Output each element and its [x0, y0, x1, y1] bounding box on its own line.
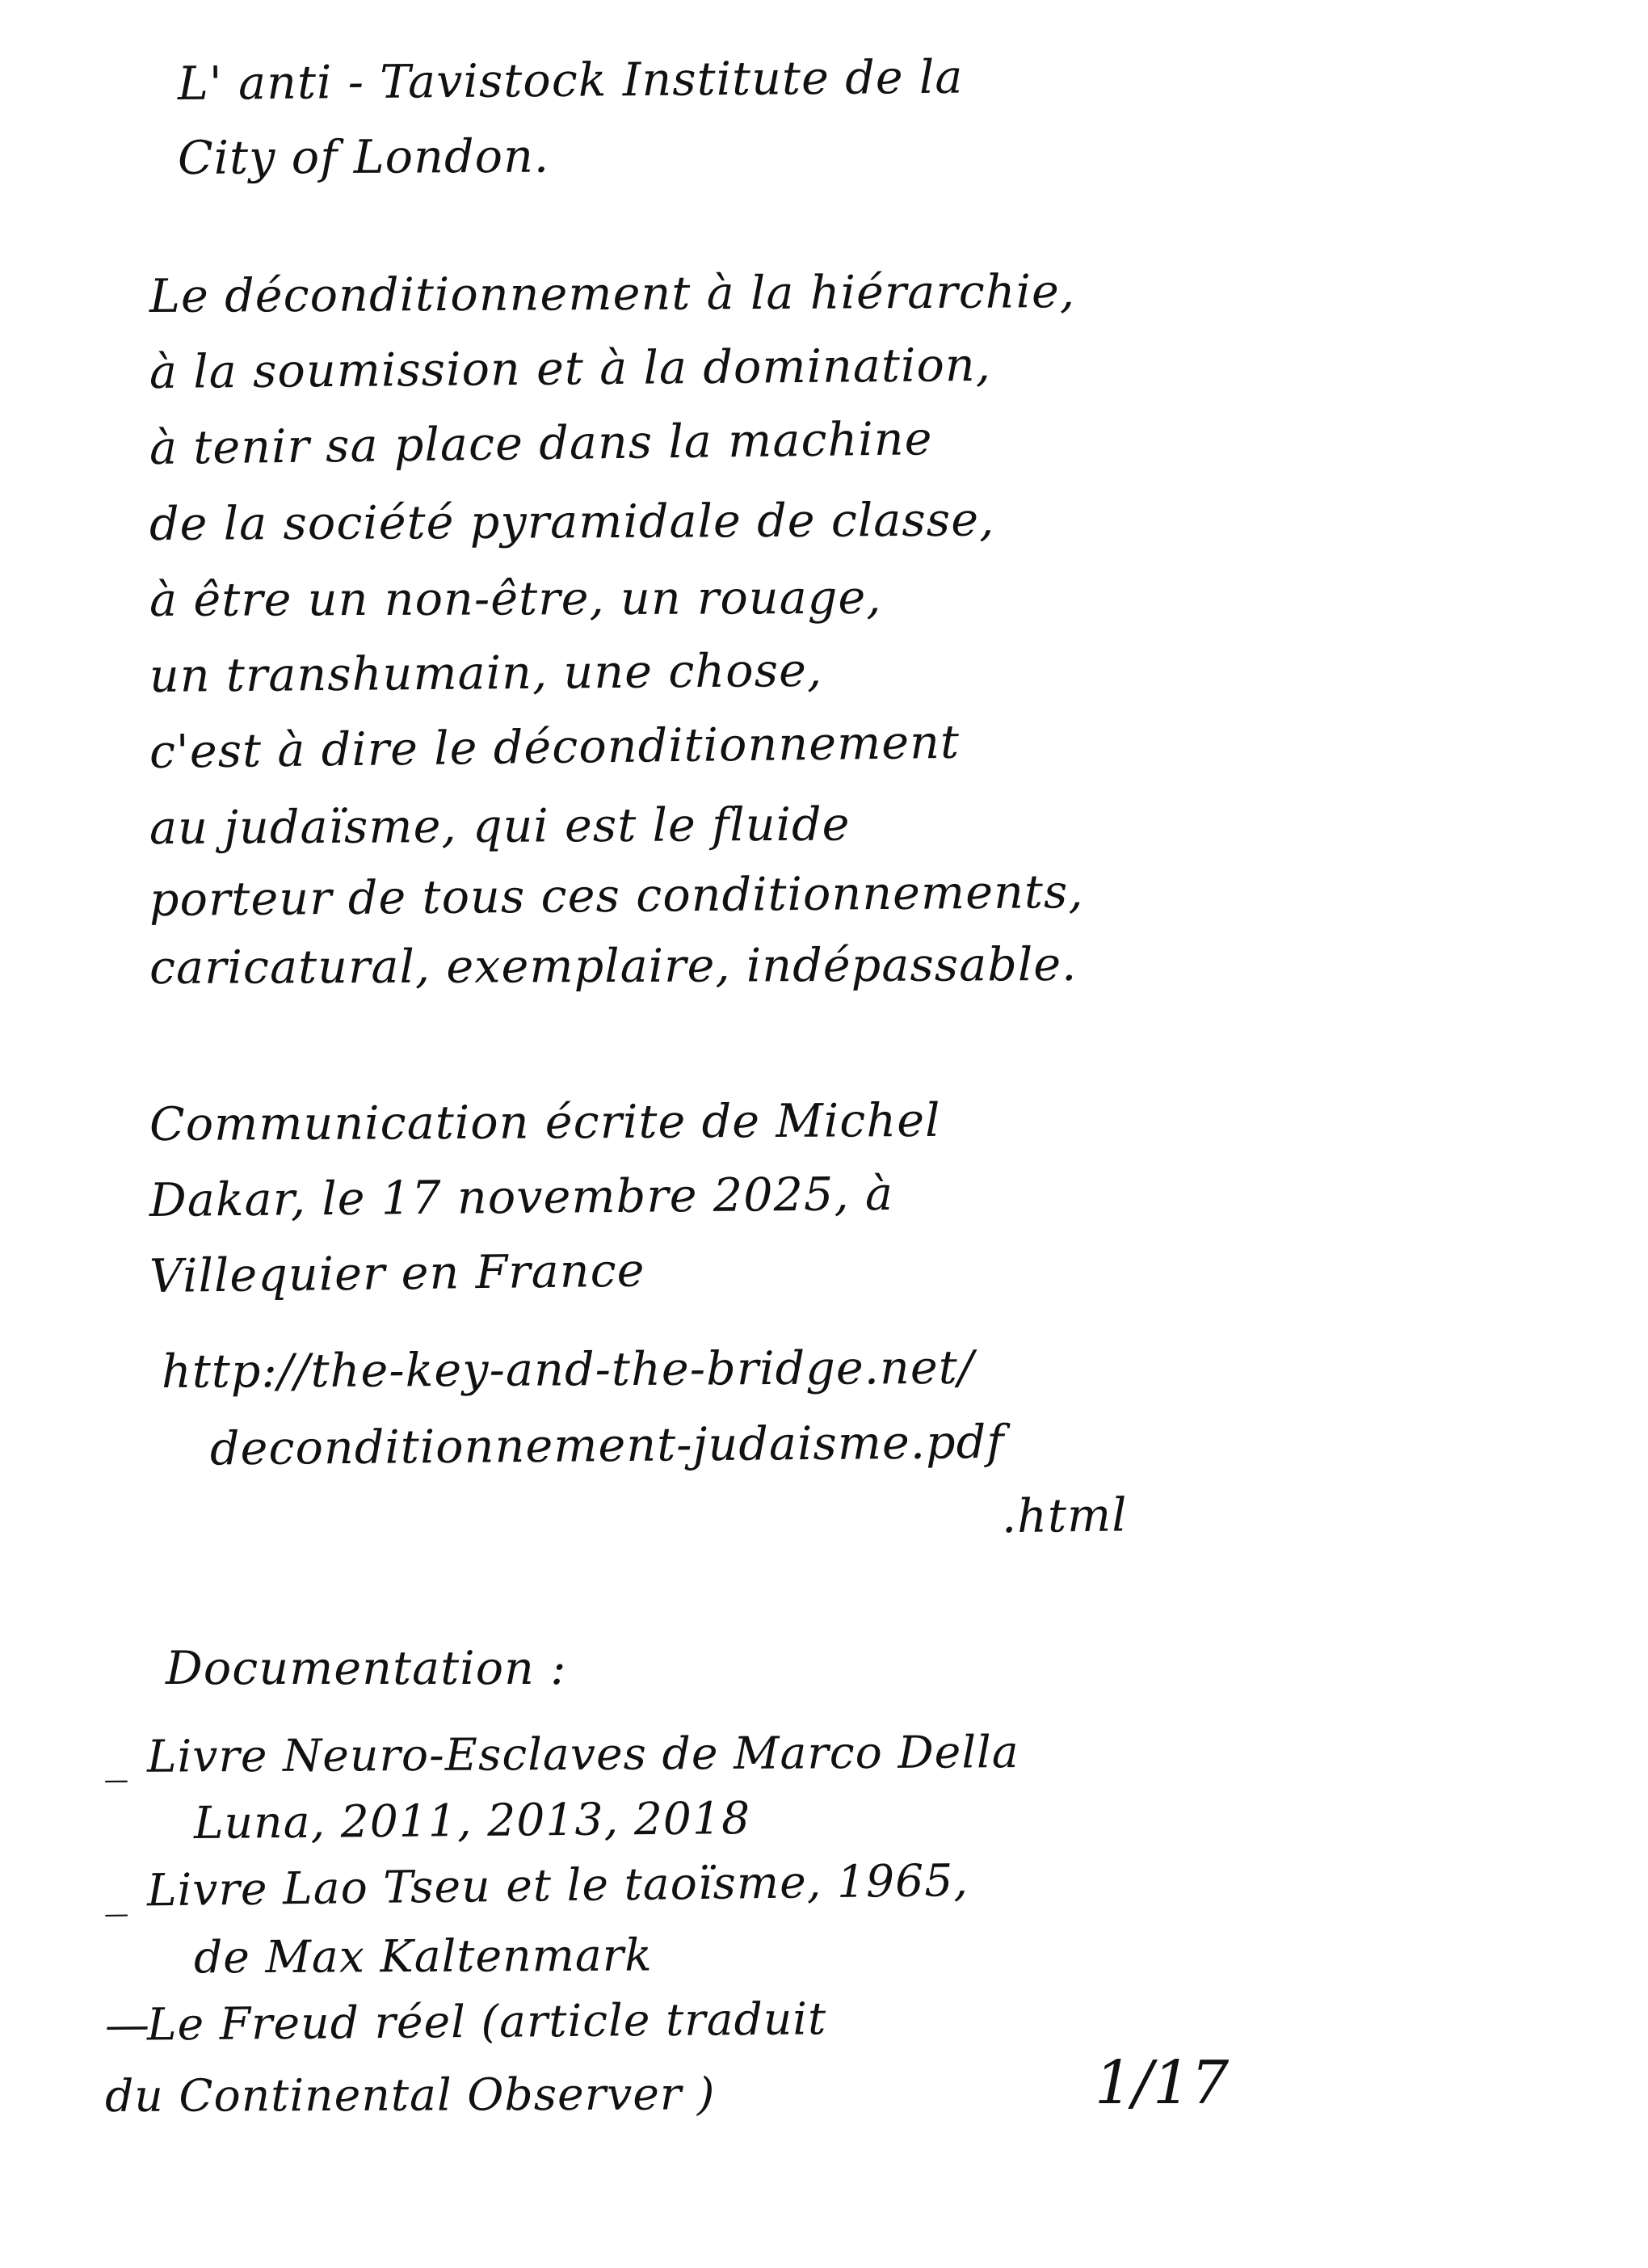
document-title — [178, 47, 1503, 196]
document-signature — [149, 1087, 1571, 1315]
document-body — [149, 259, 1571, 1002]
signature-line-1: Communication écrite de Michel — [149, 1093, 941, 1151]
title-line-2: City of London. — [177, 129, 550, 185]
body-line-4: de la société pyramidale de classe, — [149, 493, 995, 551]
list-item — [105, 1855, 1559, 1989]
list-item — [105, 1989, 1559, 2131]
doc-item-1-line-2: Luna, 2011, 2013, 2018 — [193, 1792, 751, 1849]
url-line-1[interactable]: http://the-key-and-the-bridge.net/ — [161, 1340, 975, 1399]
body-line-5: à être un non-être, un rouage, — [149, 570, 882, 627]
body-line-6: un transhumain, une chose, — [149, 643, 823, 703]
documentation-list — [105, 1721, 1559, 2131]
document-url[interactable] — [162, 1333, 1583, 1566]
doc-item-3-line-2: du Continental Observer ) — [104, 2068, 716, 2122]
doc-item-1-line-1 — [105, 1714, 1559, 1792]
doc-item-2-text: Livre Lao Tseu et le taoïsme, 1965, — [146, 1854, 969, 1917]
body-line-1: Le déconditionnement à la hiérarchie, — [149, 264, 1076, 323]
doc-item-3-line-1 — [105, 1976, 1560, 2060]
url-line-3[interactable]: .html — [1001, 1488, 1129, 1544]
body-line-7: c'est à dire le déconditionnement — [149, 715, 961, 779]
body-line-2: à la soumission et à la domination, — [149, 338, 992, 399]
list-dash-icon: _ — [104, 1864, 128, 1917]
list-item — [105, 1721, 1559, 1855]
list-dash-icon: _ — [104, 1730, 128, 1782]
signature-line-2: Dakar, le 17 novembre 2025, à — [149, 1167, 894, 1227]
body-line-3: à tenir sa place dans la machine — [149, 412, 933, 475]
body-line-10: caricatural, exemplaire, indépassable. — [149, 937, 1078, 995]
doc-item-1-text: Livre Neuro-Esclaves de Marco Della — [146, 1726, 1019, 1782]
list-dash-icon: — — [104, 1998, 151, 2051]
url-line-2[interactable]: deconditionnement-judaisme.pdf — [209, 1415, 1005, 1476]
body-line-9: porteur de tous ces conditionnements, — [149, 865, 1084, 927]
doc-item-2-line-2: de Max Kaltenmark — [193, 1929, 653, 1984]
documentation-heading: Documentation : — [166, 1642, 567, 1695]
doc-item-3-text: Le Freud réel (article traduit — [146, 1992, 827, 2051]
title-line-1: L' anti - Tavistock Institute de la — [177, 50, 964, 111]
body-line-8: au judaïsme, qui est le fluide — [149, 797, 851, 855]
signature-line-3: Villequier en France — [149, 1243, 645, 1303]
page-number: 1/17 — [1095, 2048, 1230, 2118]
